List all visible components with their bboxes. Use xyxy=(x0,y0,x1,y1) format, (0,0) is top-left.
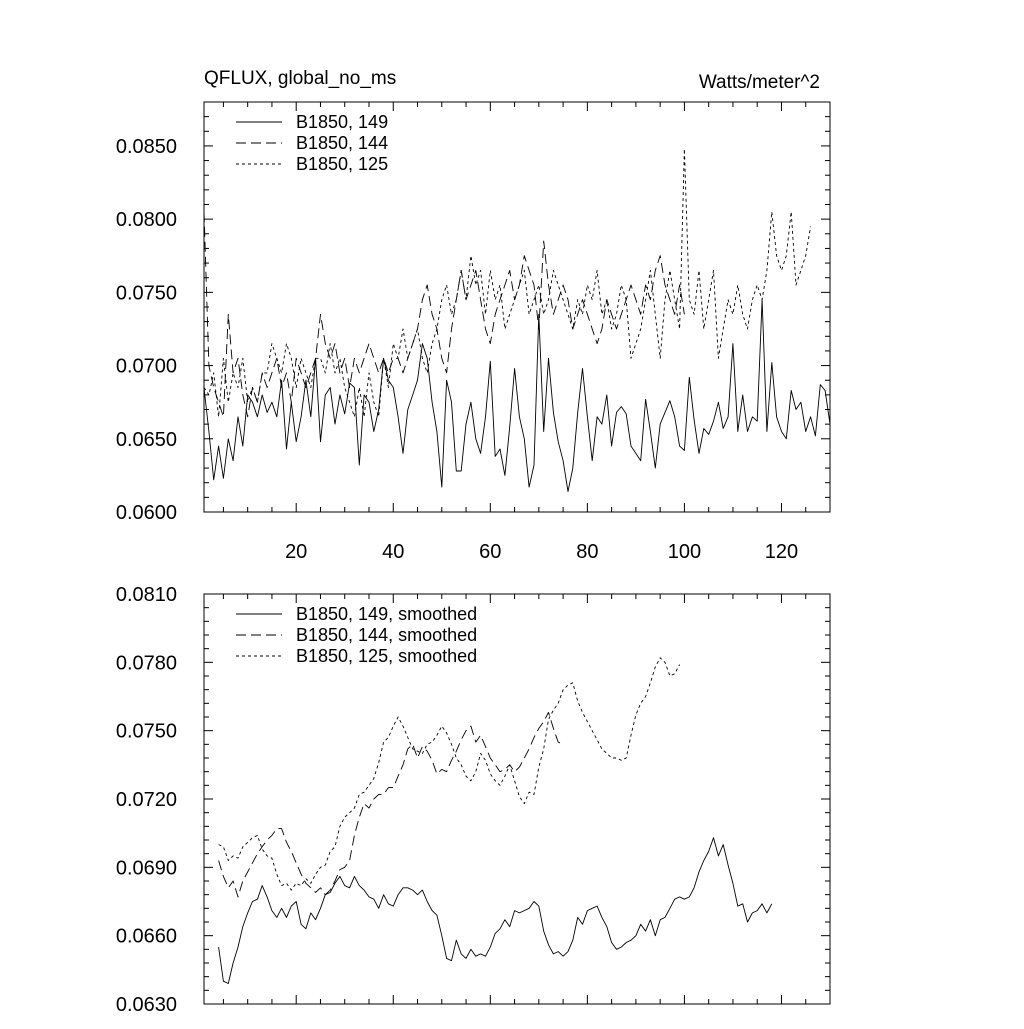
chart-panel-1 xyxy=(116,68,830,563)
y-tick-label: 0.0700 xyxy=(115,355,177,378)
x-tick-label: 120 xyxy=(764,541,799,563)
x-tick-label: 20 xyxy=(285,541,308,563)
x-tick-label: 100 xyxy=(667,541,702,563)
x-tick-label: 40 xyxy=(382,541,405,563)
y-tick-label: 0.0660 xyxy=(115,925,177,948)
x-tick-label: 80 xyxy=(576,541,599,563)
legend-label-1: B1850, 149 xyxy=(296,112,389,132)
x-tick-label: 60 xyxy=(479,541,502,563)
chart-title: QFLUX, global_no_ms xyxy=(204,68,397,89)
series-line-1 xyxy=(204,300,830,492)
y-tick-label: 0.0850 xyxy=(115,135,177,158)
units-label: Watts/meter^2 xyxy=(698,72,820,93)
legend-label-3: B1850, 125, smoothed xyxy=(296,646,478,666)
y-tick-label: 0.0750 xyxy=(115,720,177,743)
series-line-3 xyxy=(204,149,811,417)
y-tick-label: 0.0600 xyxy=(115,502,177,524)
y-tick-label: 0.0720 xyxy=(115,789,177,811)
y-tick-label: 0.0800 xyxy=(115,209,177,232)
y-tick-label: 0.0750 xyxy=(115,282,177,305)
y-tick-label: 0.0810 xyxy=(115,584,177,606)
y-tick-label: 0.0650 xyxy=(115,428,177,451)
y-tick-label: 0.0690 xyxy=(115,857,177,880)
y-tick-label: 0.0780 xyxy=(115,652,177,675)
series-line-2 xyxy=(204,212,684,417)
series-line-1 xyxy=(219,838,772,984)
legend-label-3: B1850, 125 xyxy=(296,154,389,174)
y-tick-label: 0.0630 xyxy=(115,994,177,1016)
legend-label-1: B1850, 149, smoothed xyxy=(296,604,478,624)
series-line-2 xyxy=(219,712,563,897)
legend-label-2: B1850, 144 xyxy=(296,133,389,153)
chart-panel-2 xyxy=(116,584,830,1016)
legend-label-2: B1850, 144, smoothed xyxy=(296,625,478,645)
series-line-3 xyxy=(219,658,680,890)
